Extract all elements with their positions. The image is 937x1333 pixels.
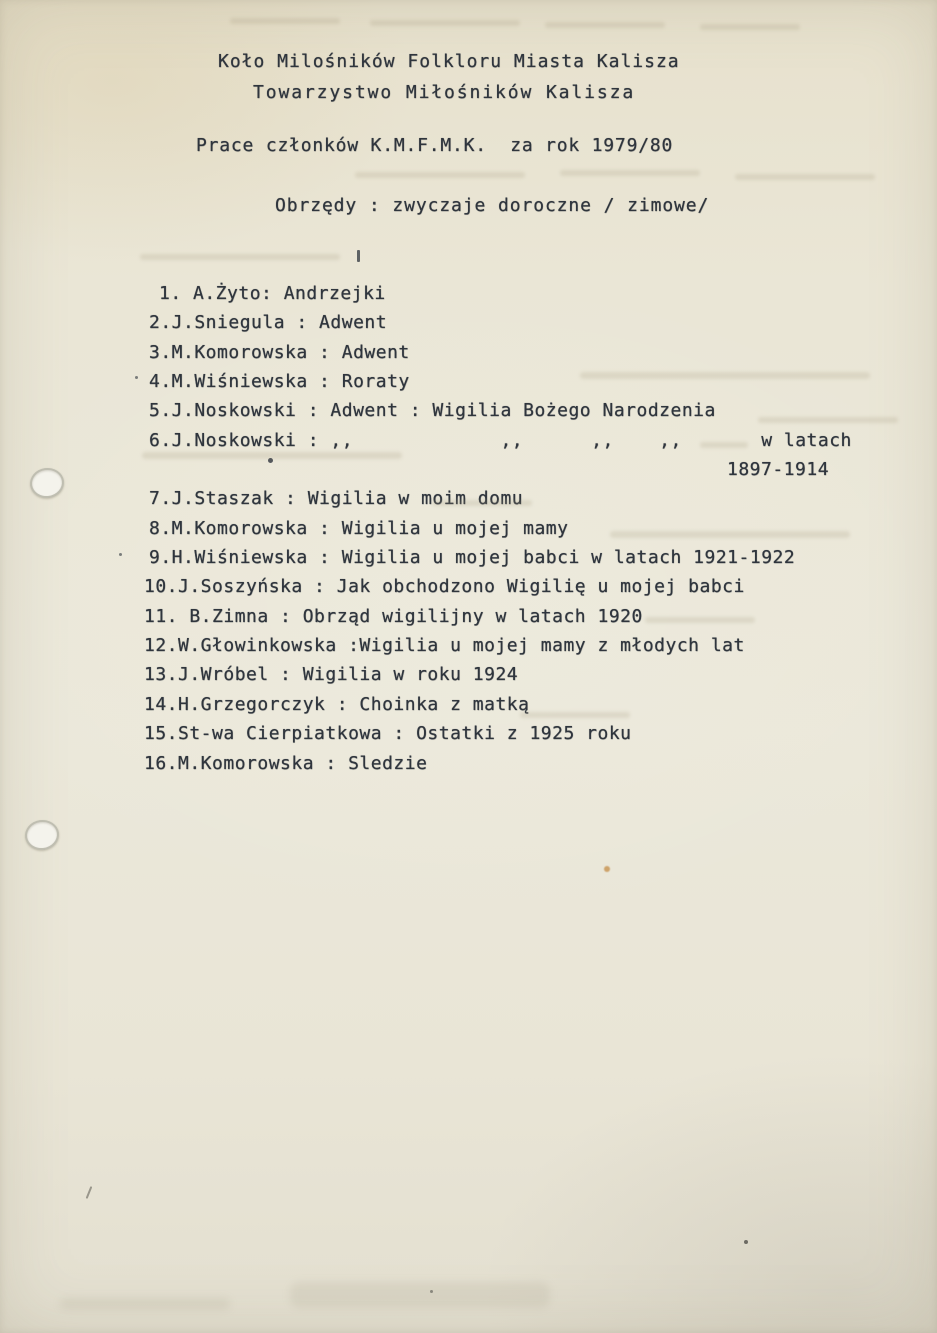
ink-speck [430,1290,433,1293]
section-title: Obrzędy : zwyczaje doroczne / zimowe/ [275,195,710,216]
scan-bleedthrough [290,1282,550,1308]
scan-smudge [432,500,532,506]
ink-speck [744,1240,748,1244]
works-list [144,279,904,778]
work-item-16: 16.M.Komorowska : Sledzie [144,752,428,774]
scan-smudge [140,254,340,260]
scan-smudge [230,18,340,24]
ink-speck [119,553,122,556]
pencil-mark [86,1186,93,1199]
scan-smudge [560,170,700,176]
work-item-15: 15.St-wa Cierpiatkowa : Ostatki z 1925 roku [144,723,632,745]
org-title-line2: Towarzystwo Miłośników Kalisza [253,82,636,103]
scan-smudge [545,22,665,28]
scan-smudge [610,531,850,538]
work-item-9: 9.H.Wiśniewska : Wigilia u mojej babci w latach 1921-1922 [149,547,796,569]
work-item-6-continuation: 1897-1914 [727,459,830,481]
scan-smudge [520,712,630,718]
work-item-12: 12.W.Głowinkowska :Wigilia u mojej mamy z młodych lat [144,635,745,657]
work-item-8: 8.M.Komorowska : Wigilia u mojej mamy [149,517,569,539]
work-item-1: 1. A.Żyto: Andrzejki [159,283,386,304]
work-item-6: 6.J.Noskowski : ,, ,, ,, ,, w latach [149,429,852,451]
work-item-5: 5.J.Noskowski : Adwent : Wigilia Bożego Narodzenia [149,400,716,422]
scan-smudge [370,20,520,26]
work-item-2: 2.J.Sniegula : Adwent [149,312,388,334]
works-title: Prace członków K.M.F.M.K. za rok 1979/80 [196,135,674,156]
ink-mark [357,250,360,262]
scan-smudge [355,172,525,178]
punch-hole-top [28,466,66,500]
scan-smudge [758,417,898,423]
org-title-line1: Koło Milośników Folkloru Miasta Kalisza [218,51,680,72]
ink-speck [268,458,273,463]
work-item-14: 14.H.Grzegorczyk : Choinka z matką [144,693,530,715]
work-item-3: 3.M.Komorowska : Adwent [149,341,410,363]
work-item-10: 10.J.Soszyńska : Jak obchodzono Wigilię u mojej babci [144,576,745,598]
punch-hole-bottom [23,818,61,852]
ink-speck [135,376,138,379]
work-item-4: 4.M.Wiśniewska : Roraty [149,371,410,393]
scan-smudge [700,442,748,448]
work-item-7: 7.J.Staszak : Wigilia w moim domu [149,488,524,510]
paper-speck [604,866,610,872]
scan-smudge [645,617,755,623]
scan-smudge [580,372,870,379]
work-item-13: 13.J.Wróbel : Wigilia w roku 1924 [144,664,519,686]
scan-bleedthrough [60,1298,230,1310]
scan-smudge [700,24,800,30]
work-item-11: 11. B.Zimna : Obrząd wigilijny w latach 1920 [144,605,643,627]
scan-smudge [735,174,875,180]
